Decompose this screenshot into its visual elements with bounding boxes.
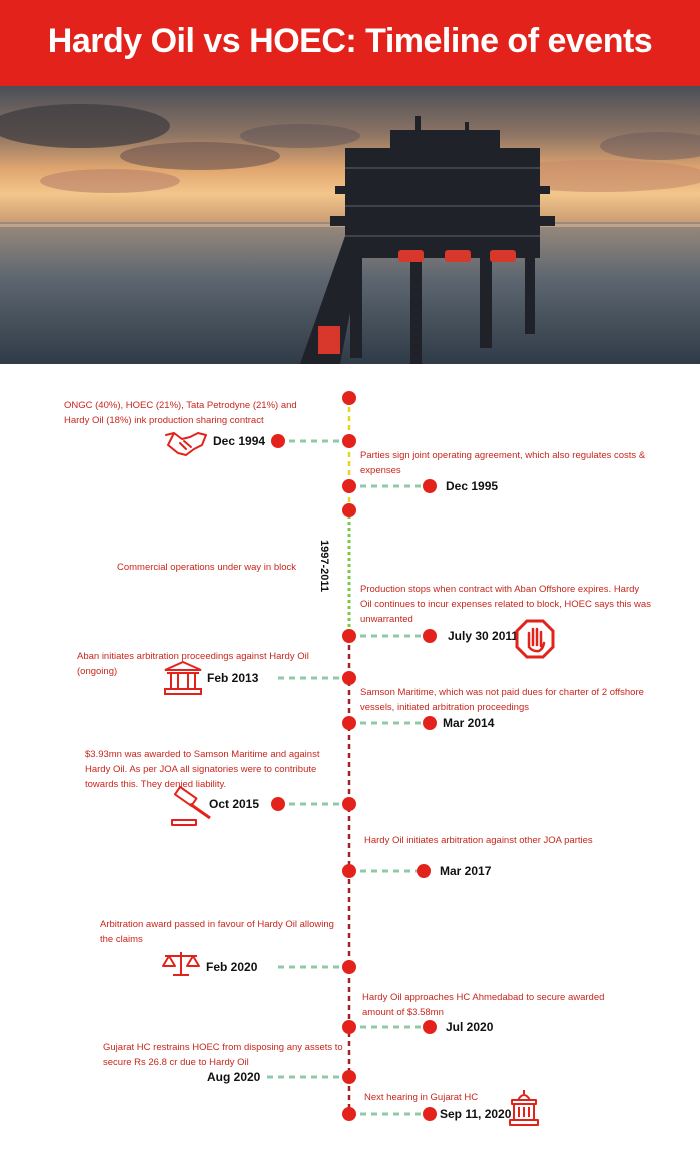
event-text-dec-1995: Parties sign joint operating agreement, which also regulates costs & expenses	[360, 450, 646, 476]
courthouse-icon	[163, 660, 203, 696]
event-text-aug-2020: Gujarat HC restrains HOEC from disposing any assets to secure Rs 26.8 cr due to Hardy Oil	[103, 1042, 343, 1068]
event-text-dec-1994: ONGC (40%), HOEC (21%), Tata Petrodyne (21%) and Hardy Oil (18%) ink production sharing contract	[64, 400, 297, 426]
end-dot-mar-2017	[417, 864, 431, 878]
end-dot-dec-1995	[423, 479, 437, 493]
spine-dot-feb-2013	[342, 671, 356, 685]
event-text-operations: Commercial operations under way in block	[117, 562, 296, 573]
event-date-feb-2020: Feb 2020	[206, 960, 258, 974]
end-dot-jul-2020	[423, 1020, 437, 1034]
oil-platform-photo	[0, 86, 700, 364]
event-text-jul-2020: Hardy Oil approaches HC Ahmedabad to secure awarded amount of $3.58mn	[362, 992, 605, 1018]
handshake-icon	[164, 429, 208, 457]
spine-dot-aug-2020	[342, 1070, 356, 1084]
event-date-mar-2017: Mar 2017	[440, 864, 492, 878]
event-date-jul-2020: Jul 2020	[446, 1020, 494, 1034]
spine-dot-mar-2014	[342, 716, 356, 730]
spine-dot-top	[342, 391, 356, 405]
end-dot-dec-1994	[271, 434, 285, 448]
page-title: Hardy Oil vs HOEC: Timeline of events	[47, 22, 653, 60]
event-date-mar-2014: Mar 2014	[443, 716, 495, 730]
spine-dot-sep-2020	[342, 1107, 356, 1121]
event-text-mar-2014: Samson Maritime, which was not paid dues for charter of 2 offshore vessels, initiated arbitration proceedings	[360, 687, 644, 713]
spine-dot-oct-2015	[342, 797, 356, 811]
court-building-icon	[508, 1088, 540, 1128]
spine-dot-dec-1994	[342, 434, 356, 448]
event-text-feb-2020: Arbitration award passed in favour of Hardy Oil allowing the claims	[100, 919, 334, 945]
event-text-sep-2020: Next hearing in Gujarat HC	[364, 1092, 479, 1103]
end-dot-oct-2015	[271, 797, 285, 811]
header-banner	[0, 0, 700, 86]
timeline	[0, 364, 700, 1150]
event-date-july-2011: July 30 2011	[448, 629, 519, 643]
gavel-icon	[170, 782, 216, 828]
spine-dot-dec-1995	[342, 479, 356, 493]
event-date-feb-2013: Feb 2013	[207, 671, 259, 685]
event-date-dec-1994: Dec 1994	[213, 434, 266, 448]
scales-icon	[161, 950, 201, 978]
end-dot-july-2011	[423, 629, 437, 643]
event-text-july-2011: Production stops when contract with Aban Offshore expires. Hardy Oil continues to incur expenses related to block, HOEC says this was unwarranted	[360, 584, 651, 625]
oil-platform-illustration	[0, 86, 700, 364]
end-dot-sep-2020	[423, 1107, 437, 1121]
event-date-aug-2020: Aug 2020	[207, 1070, 261, 1084]
spine-dot-1997	[342, 503, 356, 517]
event-date-dec-1995: Dec 1995	[446, 479, 499, 493]
event-text-oct-2015: $3.93mn was awarded to Samson Maritime and against Hardy Oil. As per JOA all signatories were to contribute towards this. They denied liability.	[85, 749, 320, 790]
end-dot-mar-2014	[423, 716, 437, 730]
event-date-oct-2015: Oct 2015	[209, 797, 260, 811]
event-date-sep-2020: Sep 11, 2020	[440, 1107, 512, 1121]
event-text-feb-2013: Aban initiates arbitration proceedings against Hardy Oil (ongoing)	[77, 651, 309, 677]
spine-dot-mar-2017	[342, 864, 356, 878]
event-text-mar-2017: Hardy Oil initiates arbitration against other JOA parties	[364, 835, 593, 846]
spine-dot-july-2011	[342, 629, 356, 643]
spine-dot-jul-2020	[342, 1020, 356, 1034]
spine-dot-feb-2020	[342, 960, 356, 974]
stop-hand-icon	[515, 619, 555, 659]
period-label: 1997-2011	[318, 540, 330, 592]
